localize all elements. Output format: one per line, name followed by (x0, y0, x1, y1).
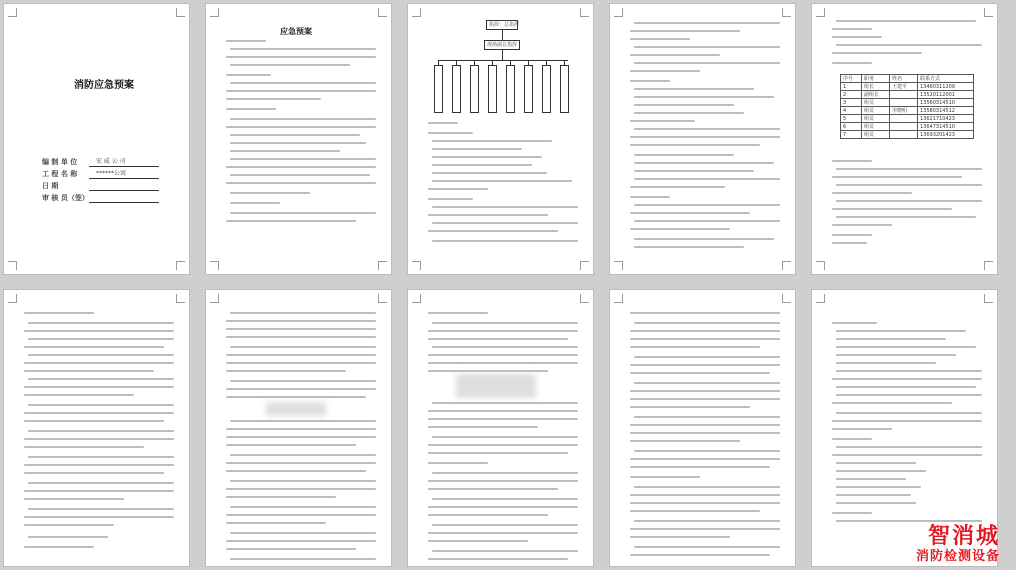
org-chart-second-box: 现场副总指挥 (484, 40, 520, 50)
section-heading: 应急预案 (280, 27, 312, 36)
watermark-line-2: 消防检测设备 (915, 549, 1000, 564)
watermark-line-1: 智消城 (927, 524, 1000, 549)
document-page-5 (811, 3, 998, 275)
table-row: 6 组员 13647314510 (841, 123, 974, 131)
table-row: 4 组员 李晓明 13580314512 (841, 107, 974, 115)
contact-table (840, 74, 974, 139)
table-row: 2 副组长 13520112001 (841, 91, 974, 99)
document-page-6 (3, 289, 190, 567)
document-page-2 (205, 3, 392, 275)
org-chart-team-box (560, 65, 569, 113)
org-chart-team-box (452, 65, 461, 113)
org-chart-team-box (434, 65, 443, 113)
document-page-3 (407, 3, 594, 275)
org-chart-team-box (488, 65, 497, 113)
table-row: 3 组员 13560314510 (841, 99, 974, 107)
brand-watermark (916, 525, 1000, 564)
table-row: 7 组员 13693201423 (841, 131, 974, 139)
document-page-1: 消防应急预案 编 制 单 位 宏 威 公 司 工 程 名 称 ******公寓 日 期 审 核 员（签） (3, 3, 190, 275)
document-page-8 (407, 289, 594, 567)
org-chart-team-box (524, 65, 533, 113)
org-chart-team-box (506, 65, 515, 113)
table-header-row: 序号 职务 姓名 联系方式 (841, 75, 974, 83)
document-page-4 (609, 3, 796, 275)
table-row: 1 组长 王建平 13460311209 (841, 83, 974, 91)
document-page-7 (205, 289, 392, 567)
document-page-9 (609, 289, 796, 567)
org-chart-team-box (542, 65, 551, 113)
org-chart-top-box: 指挥：总指挥 (486, 20, 518, 30)
table-row: 5 组员 13621710423 (841, 115, 974, 123)
redacted-area (266, 402, 326, 416)
redacted-area (456, 374, 536, 398)
cover-title: 消防应急预案 (74, 80, 134, 91)
org-chart-team-box (470, 65, 479, 113)
